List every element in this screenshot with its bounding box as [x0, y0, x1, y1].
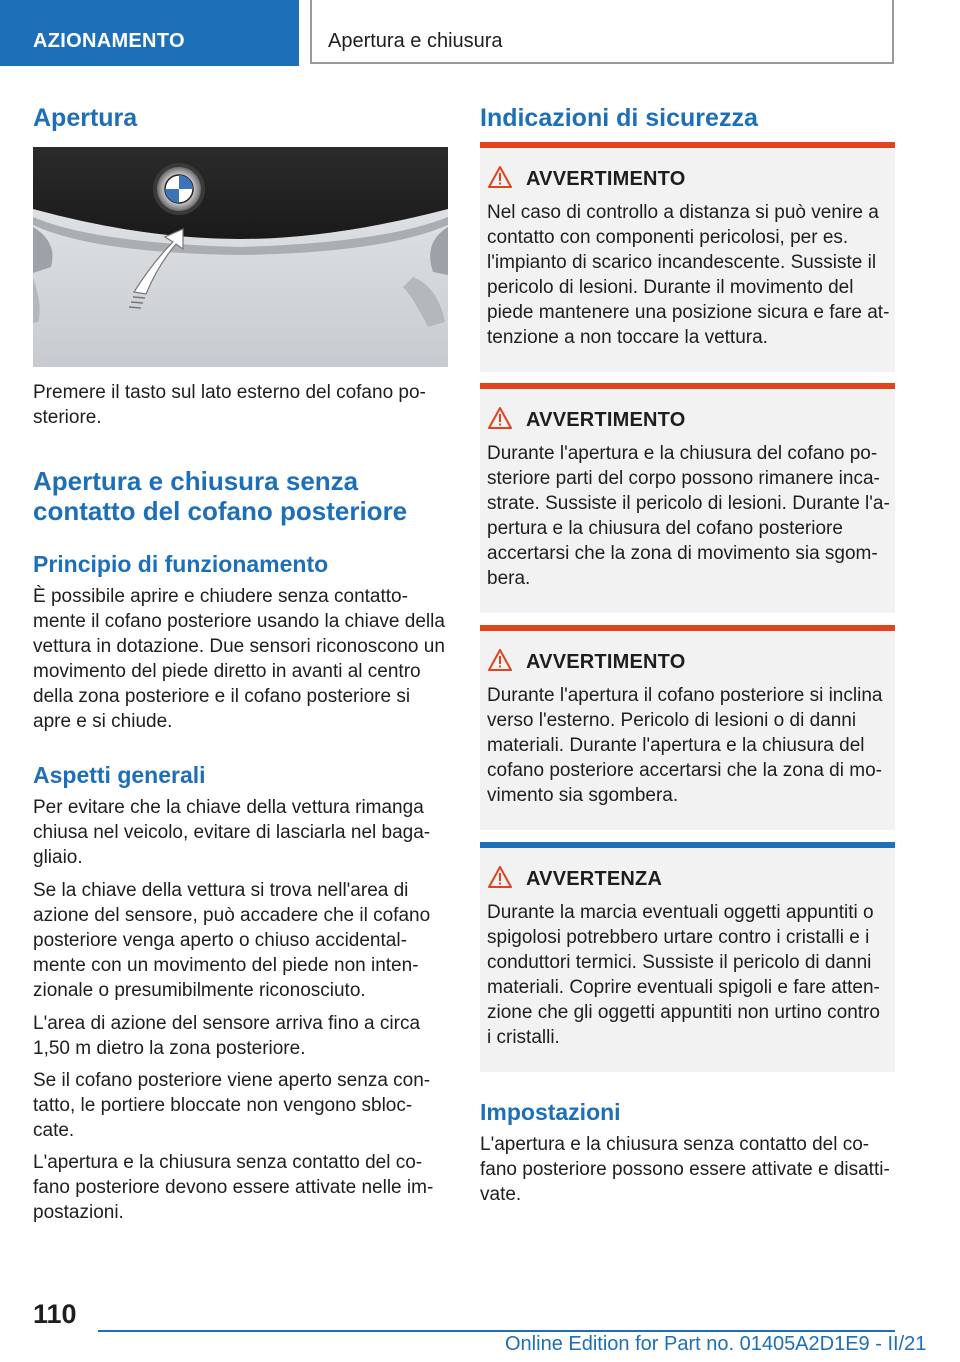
warning-text: Nel caso di controllo a distanza si può venire a contatto con componenti pericolosi, per es. l'impianto di scarico incandescente. Sussiste il pericolo di lesioni. Durante il movimento del piede mantenere una posizione sicura e fare at- tenzione a non toccare la vettura. [487, 202, 890, 348]
warning-title: AVVERTIMENTO [526, 168, 686, 190]
heading-impostazioni: Impostazioni [480, 1099, 621, 1125]
header-section-label: AZIONAMENTO [33, 30, 185, 52]
footer-edition: Online Edition for Part no. 01405A2D1E9 - II/21 [505, 1333, 927, 1355]
heading-sicurezza: Indicazioni di sicurezza [480, 104, 758, 132]
notice-bar [480, 842, 895, 848]
warning-triangle-icon [488, 649, 512, 671]
header-topic-tab [310, 0, 894, 64]
warning-triangle-icon [488, 407, 512, 429]
heading-main: Apertura e chiusura senza contatto del cofano posteriore [33, 466, 408, 526]
warning-bar [480, 625, 895, 631]
warning-box [480, 383, 895, 613]
trunk-button-illustration [33, 147, 448, 367]
paragraph-aspetti-3: L'area di azione del sensore arriva fino a circa 1,50 m dietro la zona posteriore. [33, 1013, 421, 1059]
warning-triangle-icon [488, 166, 512, 188]
footer-rule [98, 1330, 895, 1332]
photo-caption: Premere il tasto sul lato esterno del cofano po- steriore. [33, 382, 426, 428]
notice-box [480, 842, 895, 1072]
header-topic-label: Apertura e chiusura [328, 30, 503, 52]
warning-bar [480, 383, 895, 389]
warning-title: AVVERTIMENTO [526, 651, 686, 673]
warning-bar [480, 142, 895, 148]
warning-box [480, 625, 895, 830]
header-section-tab [0, 0, 299, 66]
trunk-photo-svg [33, 147, 448, 367]
heading-apertura: Apertura [33, 104, 138, 132]
paragraph-impostazioni: L'apertura e la chiusura senza contatto del co- fano posteriore possono essere attivate e disatti- vate. [480, 1134, 890, 1205]
heading-principio: Principio di funzionamento [33, 551, 329, 577]
paragraph-aspetti-2: Se la chiave della vettura si trova nell'area di azione del sensore, può accadere che il cofano posteriore venga aperto o chiuso accidental- mente con un movimento del piede non inten- zionale o presumibilmente riconosciuto. [33, 880, 431, 1001]
paragraph-principio: È possibile aprire e chiudere senza contatto- mente il cofano posteriore usando la chiave della vettura in dotazione. Due sensori riconoscono un movimento del piede diretto in avanti al centro della zona posteriore e il cofano posteriore si apre e si chiude. [33, 586, 445, 732]
heading-aspetti: Aspetti generali [33, 762, 206, 788]
warning-text: Durante l'apertura e la chiusura del cofano po- steriore parti del corpo possono rimanere inca- strate. Sussiste il pericolo di lesioni. Durante l'a- pertura e la chiusura del cofano posteriore accertarsi che la zona di movimento sia sgom- bera. [487, 443, 890, 589]
notice-text: Durante la marcia eventuali oggetti appuntiti o spigolosi potrebbero urtare contro i cristalli e i conduttori termici. Sussiste il pericolo di danni materiali. Coprire eventuali spigoli e fare atten- zione che gli oggetti appuntiti non urtino contro i cristalli. [487, 902, 880, 1048]
warning-title: AVVERTIMENTO [526, 409, 686, 431]
notice-title: AVVERTENZA [526, 868, 663, 890]
page-number: 110 [33, 1299, 77, 1329]
paragraph-aspetti-4: Se il cofano posteriore viene aperto senza con- tatto, le portiere bloccate non vengono sbloc- cate. [33, 1070, 431, 1141]
paragraph-aspetti-1: Per evitare che la chiave della vettura rimanga chiusa nel veicolo, evitare di lasciarla nel baga- gliaio. [33, 797, 431, 868]
warning-triangle-icon [488, 866, 512, 888]
warning-text: Durante l'apertura il cofano posteriore si inclina verso l'esterno. Pericolo di lesioni o di danni materiali. Durante l'apertura e la chiusura del cofano posteriore accertarsi che la zona di mo- vimento sia sgombera. [487, 685, 883, 806]
warning-box [480, 142, 895, 372]
paragraph-aspetti-5: L'apertura e la chiusura senza contatto del co- fano posteriore devono essere attivate nelle im- postazioni. [33, 1152, 434, 1223]
